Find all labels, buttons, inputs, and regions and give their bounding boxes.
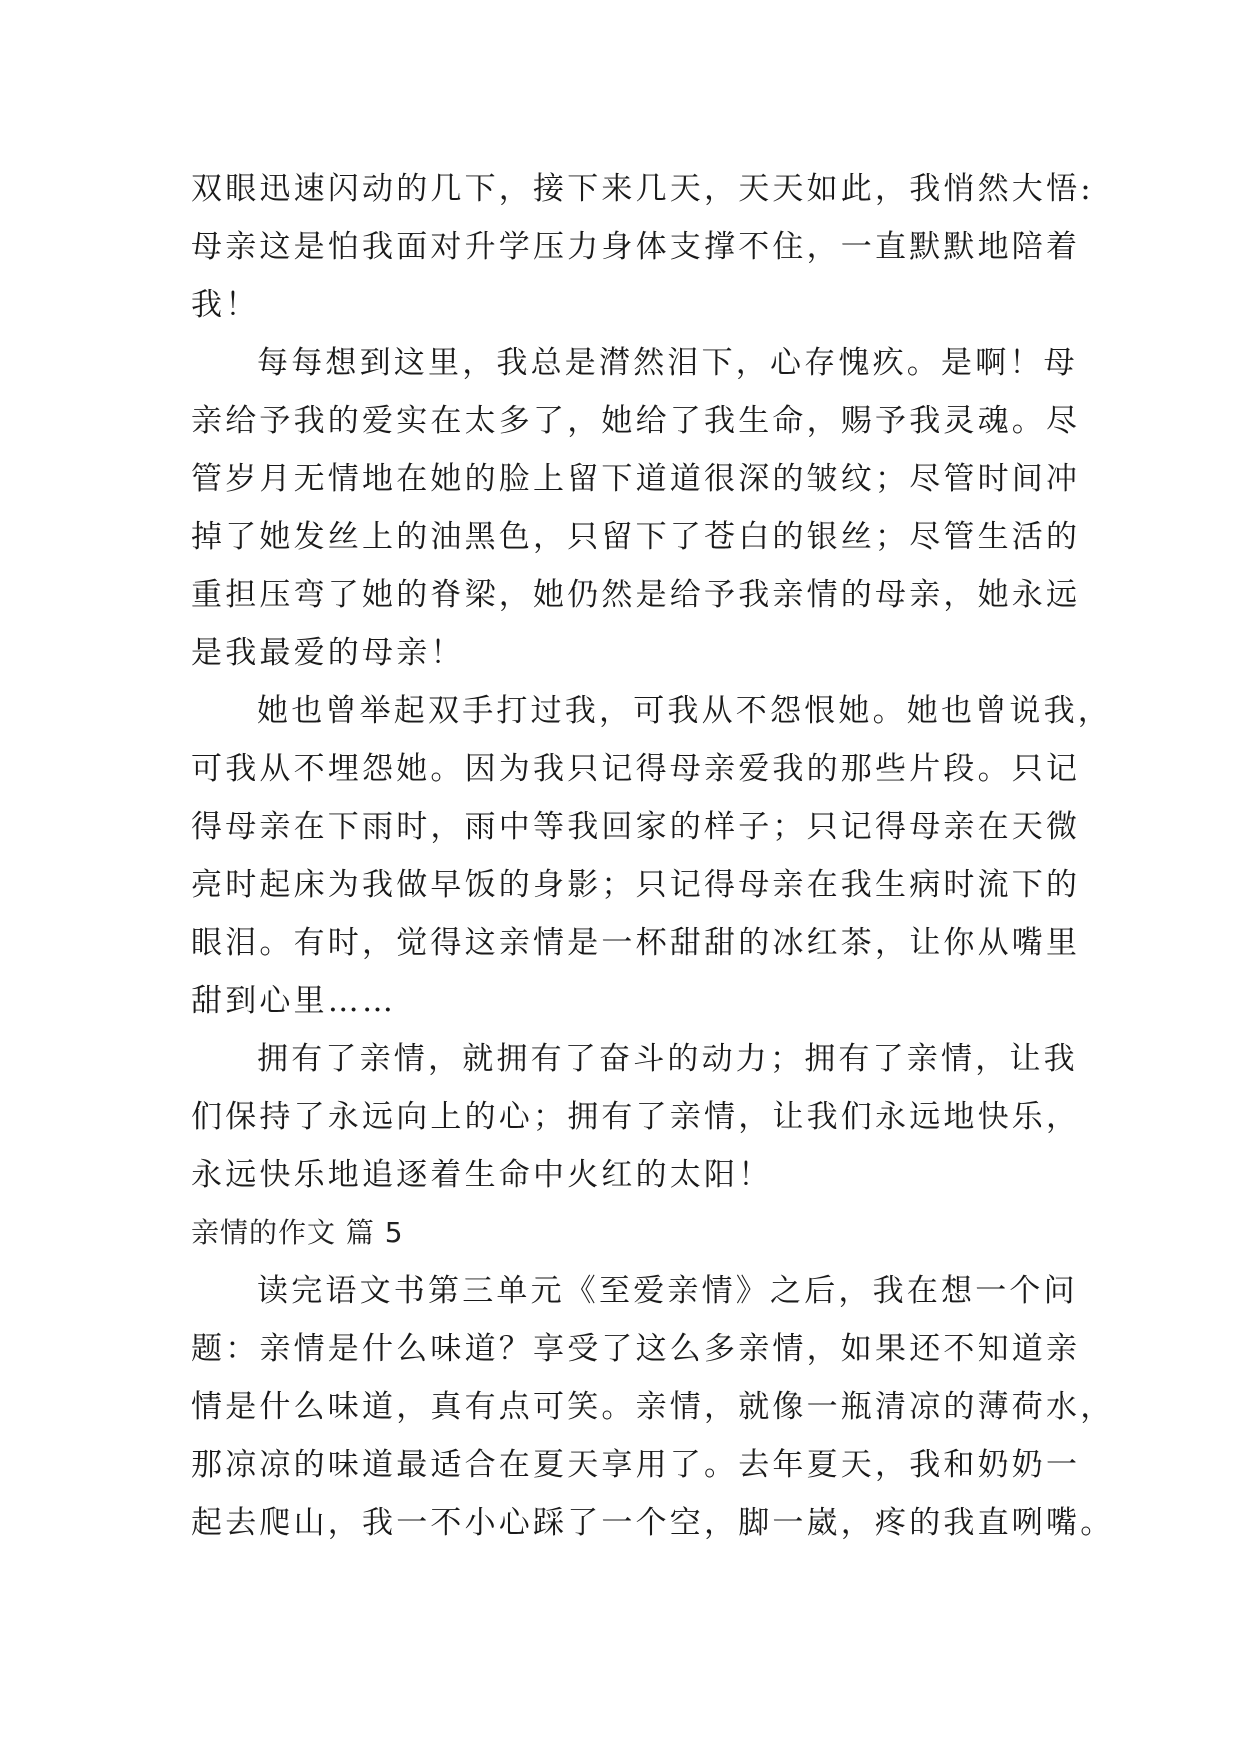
text-line: 甜到心里…… xyxy=(191,983,397,1019)
paragraph-5 xyxy=(191,1262,1115,1552)
text-line: 是我最爱的母亲！ xyxy=(191,635,465,671)
text-line: 重担压弯了她的脊梁，她仍然是给予我亲情的母亲，她永远 xyxy=(191,577,1081,613)
paragraph-2 xyxy=(191,334,1091,682)
text-line: 们保持了永远向上的心；拥有了亲情，让我们永远地快乐， xyxy=(191,1099,1081,1135)
text-line: 管岁月无情地在她的脸上留下道道很深的皱纹；尽管时间冲 xyxy=(191,461,1081,497)
text-line: 她也曾举起双手打过我，可我从不怨恨她。她也曾说我， xyxy=(257,693,1112,729)
text-line: 拥有了亲情，就拥有了奋斗的动力；拥有了亲情，让我 xyxy=(257,1041,1078,1077)
section-heading: 亲情的作文 篇 5 xyxy=(191,1216,404,1249)
document-page xyxy=(191,160,1115,1552)
text-line: 掉了她发丝上的油黑色，只留下了苍白的银丝；尽管生活的 xyxy=(191,519,1081,555)
text-line: 题：亲情是什么味道？享受了这么多亲情，如果还不知道亲 xyxy=(191,1331,1081,1367)
text-line: 亮时起床为我做早饭的身影；只记得母亲在我生病时流下的 xyxy=(191,867,1081,903)
text-line: 亲给予我的爱实在太多了，她给了我生命，赐予我灵魂。尽 xyxy=(191,403,1081,439)
text-line: 双眼迅速闪动的几下，接下来几天，天天如此，我悄然大悟: xyxy=(191,171,1094,207)
text-line: 永远快乐地追逐着生命中火红的太阳！ xyxy=(191,1157,773,1193)
paragraph-3 xyxy=(191,682,1112,1030)
text-line: 每每想到这里，我总是潸然泪下，心存愧疚。是啊！母 xyxy=(257,345,1078,381)
paragraph-4 xyxy=(191,1030,1091,1204)
text-line: 母亲这是怕我面对升学压力身体支撑不住，一直默默地陪着 xyxy=(191,229,1081,265)
text-line: 起去爬山，我一不小心踩了一个空，脚一崴，疼的我直咧嘴。 xyxy=(191,1505,1115,1541)
text-line: 情是什么味道，真有点可笑。亲情，就像一瓶清凉的薄荷水， xyxy=(191,1389,1115,1425)
text-line: 眼泪。有时，觉得这亲情是一杯甜甜的冰红茶，让你从嘴里 xyxy=(191,925,1081,961)
text-line: 可我从不埋怨她。因为我只记得母亲爱我的那些片段。只记 xyxy=(191,751,1081,787)
paragraph-1 xyxy=(191,160,1094,334)
text-line: 读完语文书第三单元《至爱亲情》之后，我在想一个问 xyxy=(257,1273,1078,1309)
text-line: 我！ xyxy=(191,287,260,323)
text-line: 那凉凉的味道最适合在夏天享用了。去年夏天，我和奶奶一 xyxy=(191,1447,1081,1483)
text-line: 得母亲在下雨时，雨中等我回家的样子；只记得母亲在天微 xyxy=(191,809,1081,845)
